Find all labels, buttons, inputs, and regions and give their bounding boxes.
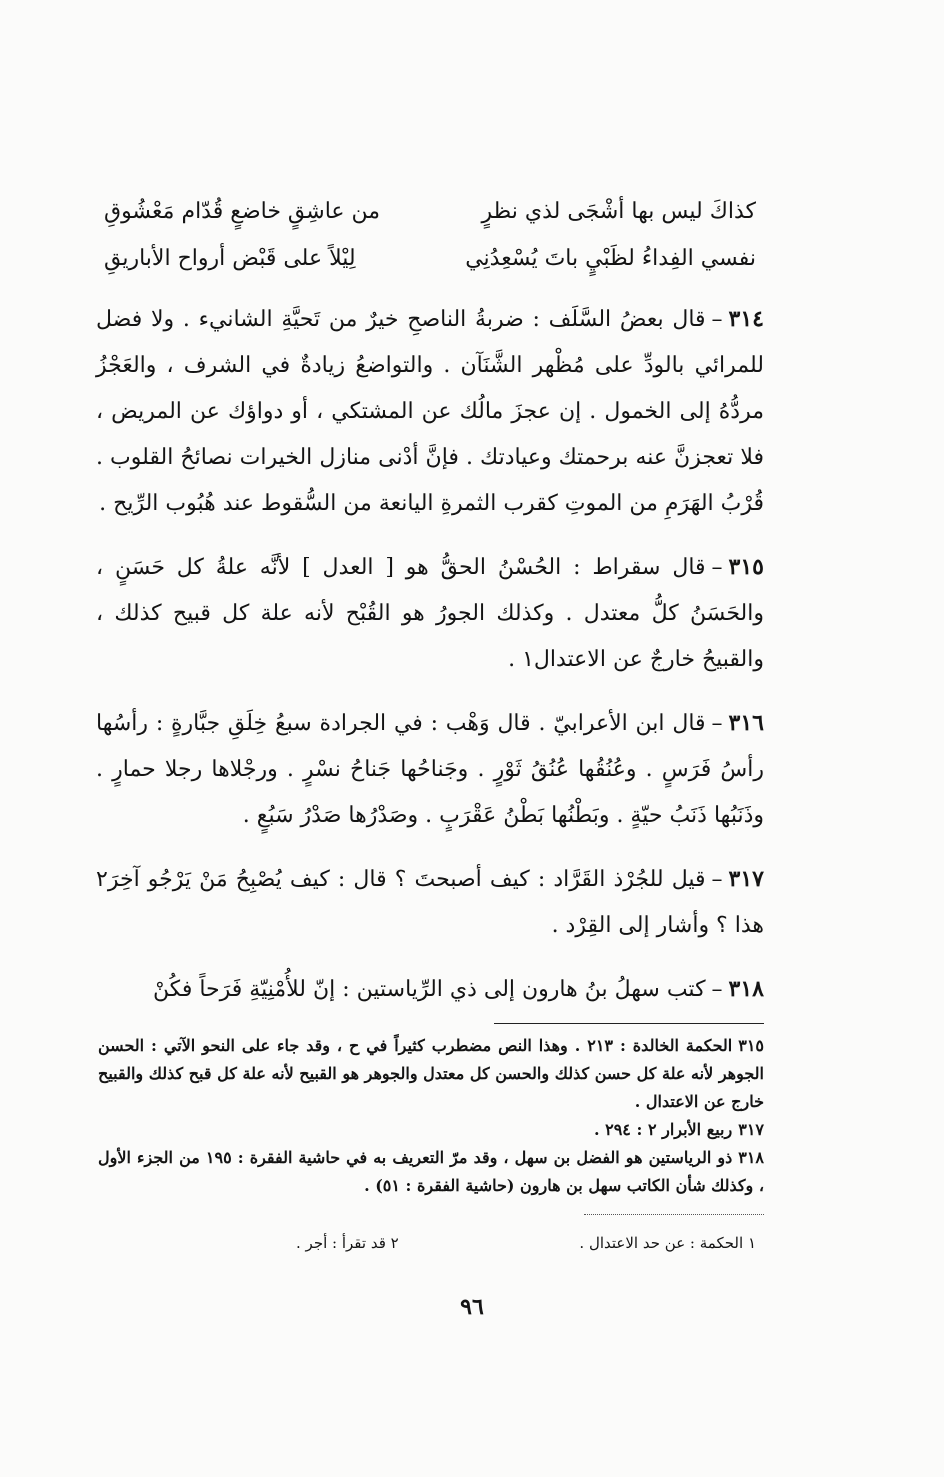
- dash-separator: –: [711, 555, 723, 580]
- footnote-rule: [494, 1023, 764, 1024]
- footnote: [96, 1144, 764, 1200]
- paragraph-text: قال ابن الأعرابيّ . قال وَهْب : في الجرادة سبعُ خِلَقِ جبَّارةٍ : رأسُها رأسُ فَرَسٍ . وعُنُقُها عُنُقُ ثَوْرٍ . وجَناحُها جَناحُ نسْرٍ . ورجْلاها رجلا حمارٍ . وذَنَبُها ذَنَبُ حيّةٍ . وبَطْنُها بَطْنُ عَقْرَبٍ . وصَدْرُها صَدْرُ سَبُعٍ .: [96, 711, 764, 828]
- paragraph-number: ٣١٨: [728, 976, 764, 1002]
- verse-first-hemistich: نفسي الفِداءُ لظَبْيٍ باتَ يُسْعِدُنِي: [465, 246, 756, 271]
- footnote-number: ٣١٨: [738, 1148, 764, 1167]
- verse-line: [96, 188, 764, 235]
- paragraph-text: قال بعضُ السَّلَف : ضربةُ الناصحِ خيرٌ من تَحيَّةِ الشانيء . ولا فضل للمرائي بالودِّ على مُظْهر الشَّنَآن . والتواضعُ زيادةٌ في الشرف ، والعَجْزُ مردُّهُ إلى الخمول . إن عجزَ مالُك عن المشتكي ، أو دواؤك عن المريض ، فلا تعجزنَّ عنه برحمتك وعيادتك . فإنَّ أدْنى منازل الخيرات نصائحُ القلوب . قُرْبُ الهَرَمِ من الموتِ كقرب الثمرةِ اليانعة من السُّقوط عند هُبُوب الرِّيح .: [96, 307, 764, 516]
- paragraph-315: [96, 544, 764, 683]
- footnote-number: ٣١٥: [738, 1036, 765, 1055]
- footnote: [96, 1116, 764, 1144]
- paragraph-number: ٣١٥: [728, 554, 764, 580]
- paragraph-317: [96, 856, 764, 949]
- textual-note: ١ الحكمة : عن حد الاعتدال .: [579, 1234, 756, 1252]
- verse-first-hemistich: كذاكَ ليس بها أشْجَى لذي نظرٍ: [481, 199, 756, 224]
- dash-separator: –: [711, 711, 723, 736]
- dash-separator: –: [711, 307, 723, 332]
- paragraph-text: قيل للجُرْذ القَرَّاد : كيف أصبحتَ ؟ قال : كيف يُصْبِحُ مَنْ يَرْجُو آخِرَ٢ هذا ؟ وأشار إلى القِرْد .: [96, 867, 764, 938]
- textual-notes: [96, 1231, 764, 1255]
- footnote-text: ذو الرياستين هو الفضل بن سهل ، وقد مرّ التعريف به في حاشية الفقرة : ١٩٥ من الجزء الأول ، وكذلك شأن الكاتب سهل بن هارون (حاشية الفقرة : ٥١) .: [98, 1148, 764, 1195]
- footnote-text: الحكمة الخالدة : ٢١٣ . وهذا النص مضطرب كثيراً في ح ، وقد جاء على النحو الآتي : الحسن الجوهر لأنه علة كل حسن كذلك والحسن كل معتدل والجوهر هو القبيح لأنه علة كل قبح كذلك والقبيح خارج عن الاعتدال .: [98, 1036, 765, 1111]
- textual-note: ٢ قد تقرأ : أجر .: [296, 1234, 399, 1252]
- paragraph-318: [96, 966, 764, 1013]
- footnote: [96, 1032, 764, 1116]
- paragraph-text: قال سقراط : الحُسْنُ الحقُّ هو [ العدل ] لأنَّه علةُ كل حَسَنٍ ، والحَسَنُ كلُّ معتدل . وكذلك الجورُ هو القُبْح لأنه علة كل قبيح كذلك ، والقبيحُ خارجٌ عن الاعتدال١ .: [96, 555, 764, 672]
- paragraph-316: [96, 700, 764, 839]
- paragraph-number: ٣١٦: [728, 710, 764, 736]
- paragraph-text: كتب سهلُ بنُ هارون إلى ذي الرِّياستين : إنّ للأُمْنِيّةِ فَرَحاً فكُنْ: [152, 977, 706, 1002]
- verse-line: [96, 235, 764, 282]
- footnote-number: ٣١٧: [738, 1120, 764, 1139]
- dash-separator: –: [711, 977, 723, 1002]
- verse-second-hemistich: من عاشِقٍ خاضعٍ قُدّام مَعْشُوقِ: [104, 199, 381, 224]
- poem-verses: [96, 188, 764, 282]
- footnote-text: ربيع الأبرار ٢ : ٢٩٤ .: [593, 1120, 733, 1139]
- verse-second-hemistich: لِيْلاً على قَبْض أرواح الأباريقِ: [104, 246, 356, 271]
- page-content: [96, 188, 764, 1255]
- page-number: ٩٦: [460, 1294, 484, 1320]
- paragraph-number: ٣١٧: [728, 866, 764, 892]
- notes-dotted-rule: [584, 1214, 764, 1215]
- dash-separator: –: [711, 867, 723, 892]
- paragraph-number: ٣١٤: [728, 306, 764, 332]
- paragraph-314: [96, 296, 764, 527]
